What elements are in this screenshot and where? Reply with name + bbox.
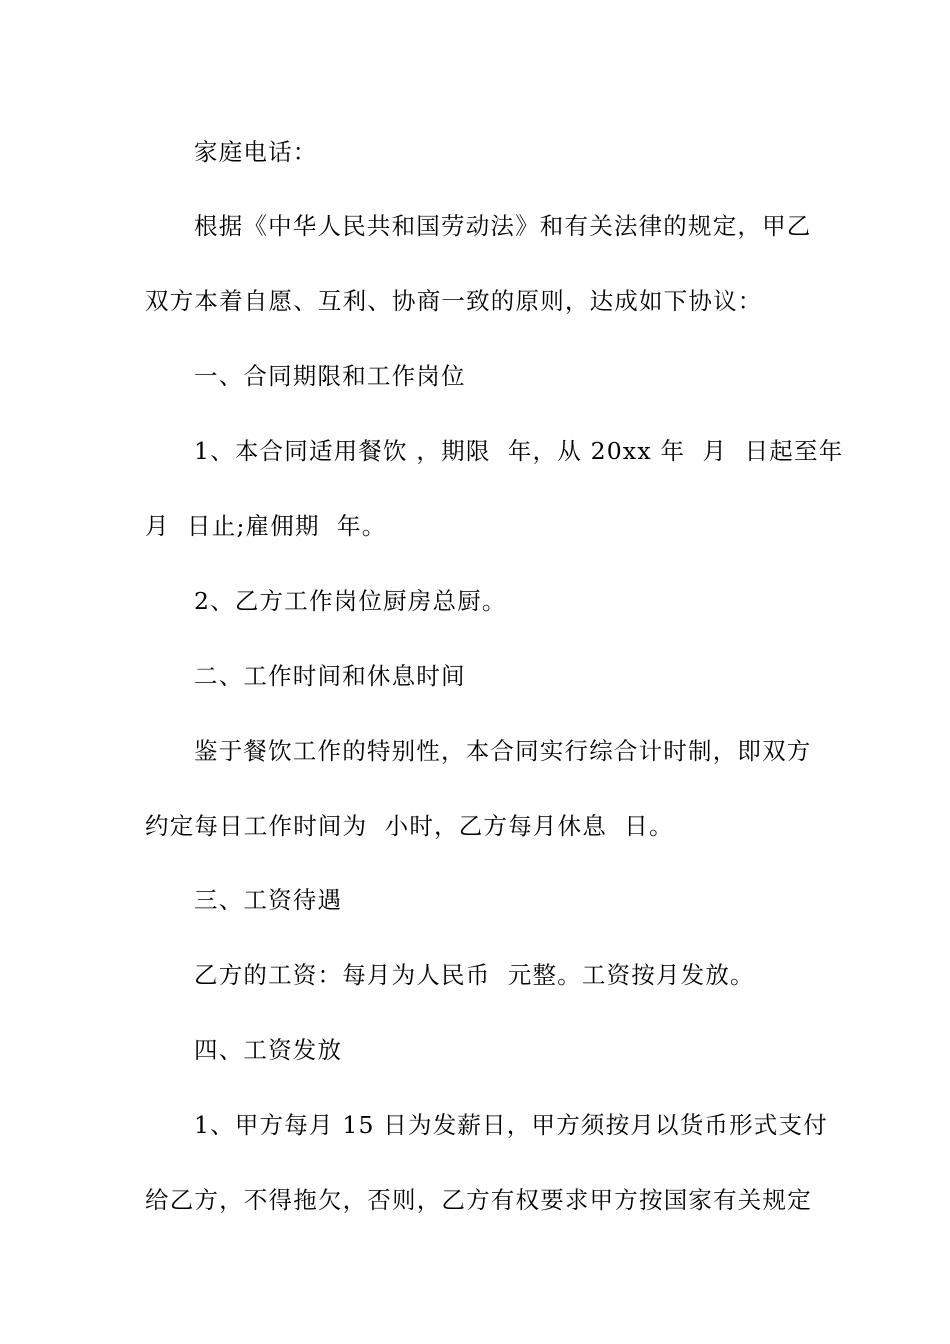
text-line-payment-2: 给乙方，不得拖欠，否则，乙方有权要求甲方按国家有关规定 xyxy=(145,1186,812,1214)
text-line-wages: 乙方的工资：每月为人民币 元整。工资按月发放。 xyxy=(194,961,755,989)
text-line-preamble-1: 根据《中华人民共和国劳动法》和有关法律的规定，甲乙 xyxy=(194,212,812,240)
text-line-preamble-2: 双方本着自愿、互利、协商一致的原则，达成如下协议： xyxy=(145,287,763,315)
section-heading-wage-payment: 四、工资发放 xyxy=(194,1036,343,1064)
text-line-hours-2: 约定每日工作时间为 小时，乙方每月休息 日。 xyxy=(145,812,674,840)
section-heading-working-hours: 二、工作时间和休息时间 xyxy=(194,662,466,690)
section-heading-term-and-position: 一、合同期限和工作岗位 xyxy=(194,362,466,390)
text-line-clause-1-2: 2、乙方工作岗位厨房总厨。 xyxy=(194,587,507,615)
section-heading-wages: 三、工资待遇 xyxy=(194,886,343,914)
text-line-home-phone: 家庭电话： xyxy=(194,138,318,166)
text-line-payment-1: 1、甲方每月 15 日为发薪日，甲方须按月以货币形式支付 xyxy=(194,1111,828,1139)
text-line-clause-1-1: 1、本合同适用餐饮 ，期限 年，从 20xx 年 月 日起至年 xyxy=(194,437,844,465)
text-line-clause-1-1-cont: 月 日止;雇佣期 年。 xyxy=(145,512,387,540)
text-line-hours-1: 鉴于餐饮工作的特别性，本合同实行综合计时制，即双方 xyxy=(194,737,812,765)
